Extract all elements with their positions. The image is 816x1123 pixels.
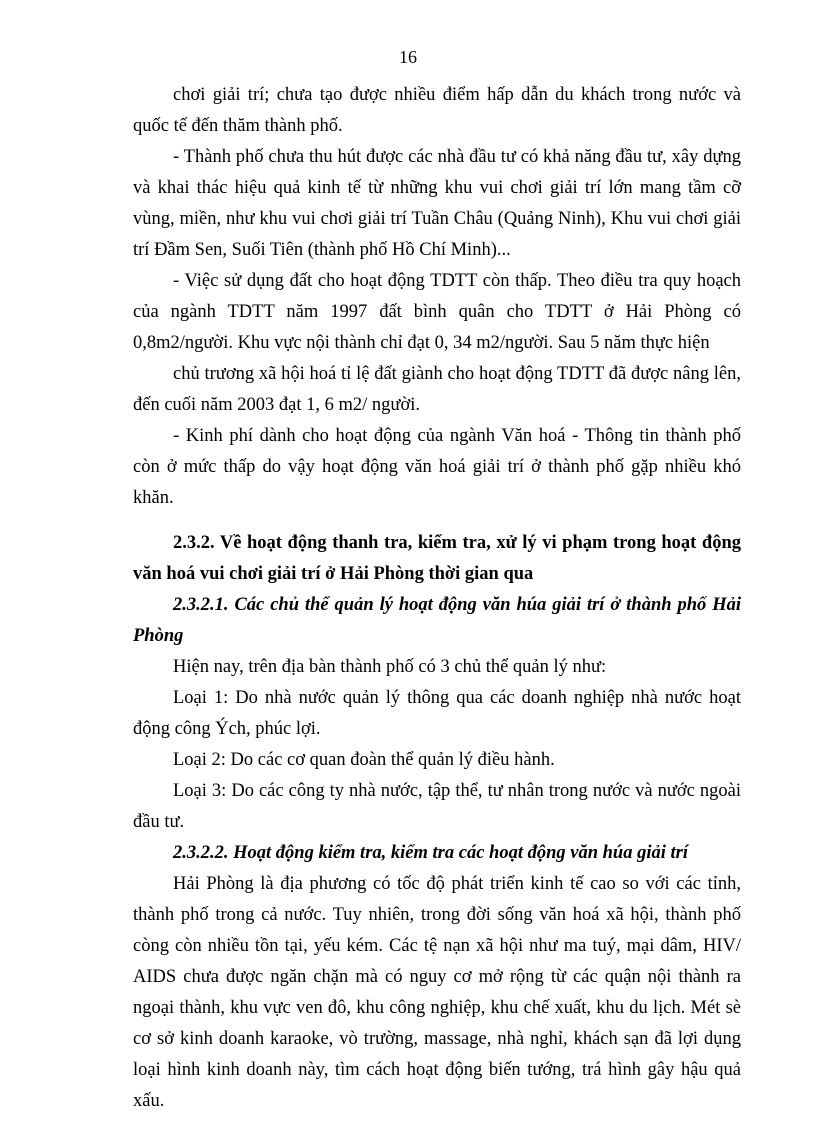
paragraph: Loại 3: Do các công ty nhà nước, tập thể, tư nhân trong nước và nước ngoài đầu tư. xyxy=(133,781,741,832)
paragraph: Loại 2: Do các cơ quan đoàn thể quản lý điều hành. xyxy=(173,750,555,770)
subsection-heading: 2.3.2.1. Các chủ thể quản lý hoạt động văn húa giải trí ở thành phố Hải Phòng xyxy=(133,595,741,646)
page-number: 16 xyxy=(399,47,417,67)
document-body xyxy=(133,80,741,1117)
paragraph: Loại 1: Do nhà nước quản lý thông qua các doanh nghiệp nhà nước hoạt động công Ých, phúc lợi. xyxy=(133,688,741,739)
paragraph: chủ trương xã hội hoá tỉ lệ đất giành cho hoạt động TDTT đã được nâng lên, đến cuối năm 2003 đạt 1, 6 m2/ người. xyxy=(133,364,741,415)
paragraph: Hải Phòng là địa phương có tốc độ phát triển kinh tế cao so với các tỉnh, thành phố trong cả nước. Tuy nhiên, trong đời sống văn hoá xã hội, thành phố còng còn nhiều tồn tại, yếu kém. Các tệ nạn xã hội như ma tuý, mại dâm, HIV/ AIDS chưa được ngăn chặn mà có nguy cơ mở rộng từ các quận nội thành ra ngoại thành, khu vực ven đô, khu công nghiệp, khu chế xuất, khu du lịch. Mét sè cơ sở kinh doanh karaoke, vò trường, massage, nhà nghỉ, khách sạn đã lợi dụng loại hình kinh doanh này, tìm cách hoạt động biến tướng, trá hình gây hậu quả xấu. xyxy=(133,874,741,1111)
subsection-heading: 2.3.2.2. Hoạt động kiểm tra, kiểm tra các hoạt động văn húa giải trí xyxy=(173,843,688,863)
section-heading: 2.3.2. Về hoạt động thanh tra, kiểm tra, xử lý vi phạm trong hoạt động văn hoá vui chơi giải trí ở Hải Phòng thời gian qua xyxy=(133,533,741,584)
paragraph: chơi giải trí; chưa tạo được nhiều điểm hấp dẫn du khách trong nước và quốc tế đến thăm thành phố. xyxy=(133,85,741,136)
paragraph: Hiện nay, trên địa bàn thành phố có 3 chủ thể quản lý như: xyxy=(173,657,607,677)
paragraph: - Việc sử dụng đất cho hoạt động TDTT còn thấp. Theo điều tra quy hoạch của ngành TDTT năm 1997 đất bình quân cho TDTT ở Hải Phòng có 0,8m2/người. Khu vực nội thành chỉ đạt 0, 34 m2/người. Sau 5 năm thực hiện xyxy=(133,271,741,353)
paragraph: - Kinh phí dành cho hoạt động của ngành Văn hoá - Thông tin thành phố còn ở mức thấp do vậy hoạt động văn hoá giải trí ở thành phố gặp nhiều khó khăn. xyxy=(133,426,741,508)
paragraph: - Thành phố chưa thu hút được các nhà đầu tư có khả năng đầu tư, xây dựng và khai thác hiệu quả kinh tế từ những khu vui chơi giải trí lớn mang tầm cỡ vùng, miền, như khu vui chơi giải trí Tuần Châu (Quảng Ninh), Khu vui chơi giải trí Đầm Sen, Suối Tiên (thành phố Hồ Chí Minh)... xyxy=(133,147,741,260)
